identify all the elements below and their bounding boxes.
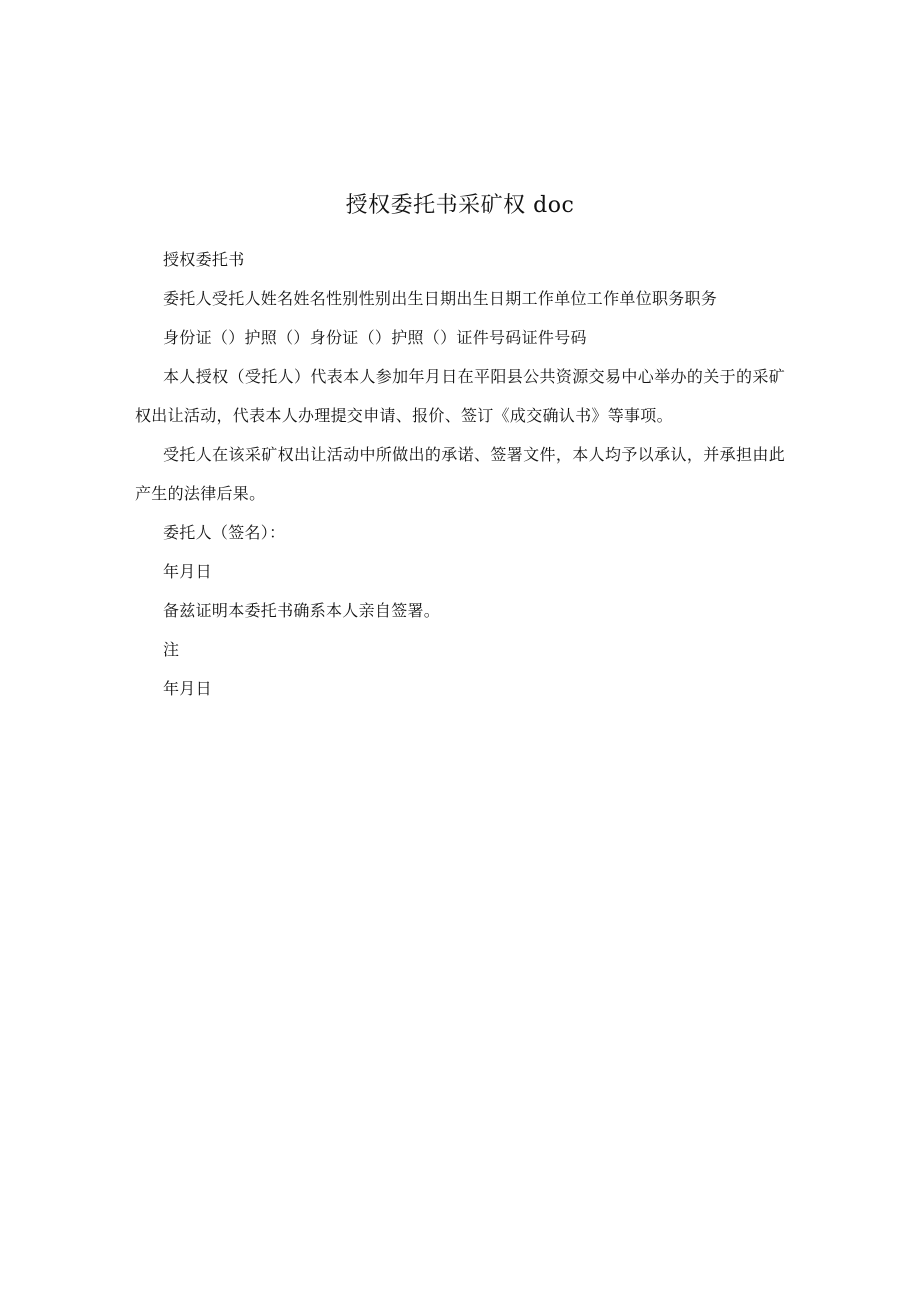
heading-authorization-letter: 授权委托书 bbox=[163, 250, 245, 269]
authorization-paragraph: 本人授权（受托人）代表本人参加年月日在平阳县公共资源交易中心举办的关于的采矿权出让活动，代表本人办理提交申请、报价、签订《成交确认书》等事项。 bbox=[135, 367, 785, 425]
acknowledgement-paragraph: 受托人在该采矿权出让活动中所做出的承诺、签署文件，本人均予以承认，并承担由此产生的法律后果。 bbox=[135, 445, 785, 503]
document-body bbox=[135, 240, 785, 708]
document-title: 授权委托书采矿权 doc bbox=[345, 193, 575, 218]
info-fields-row: 委托人受托人姓名姓名性别性别出生日期出生日期工作单位工作单位职务职务 bbox=[163, 289, 718, 308]
final-date-line: 年月日 bbox=[163, 679, 212, 698]
date-line: 年月日 bbox=[163, 562, 212, 581]
id-fields-row: 身份证（）护照（）身份证（）护照（）证件号码证件号码 bbox=[163, 328, 587, 347]
signature-line: 委托人（签名）： bbox=[163, 523, 286, 542]
note-label: 注 bbox=[163, 640, 180, 659]
certification-line: 备兹证明本委托书确系本人亲自签署。 bbox=[163, 601, 441, 620]
